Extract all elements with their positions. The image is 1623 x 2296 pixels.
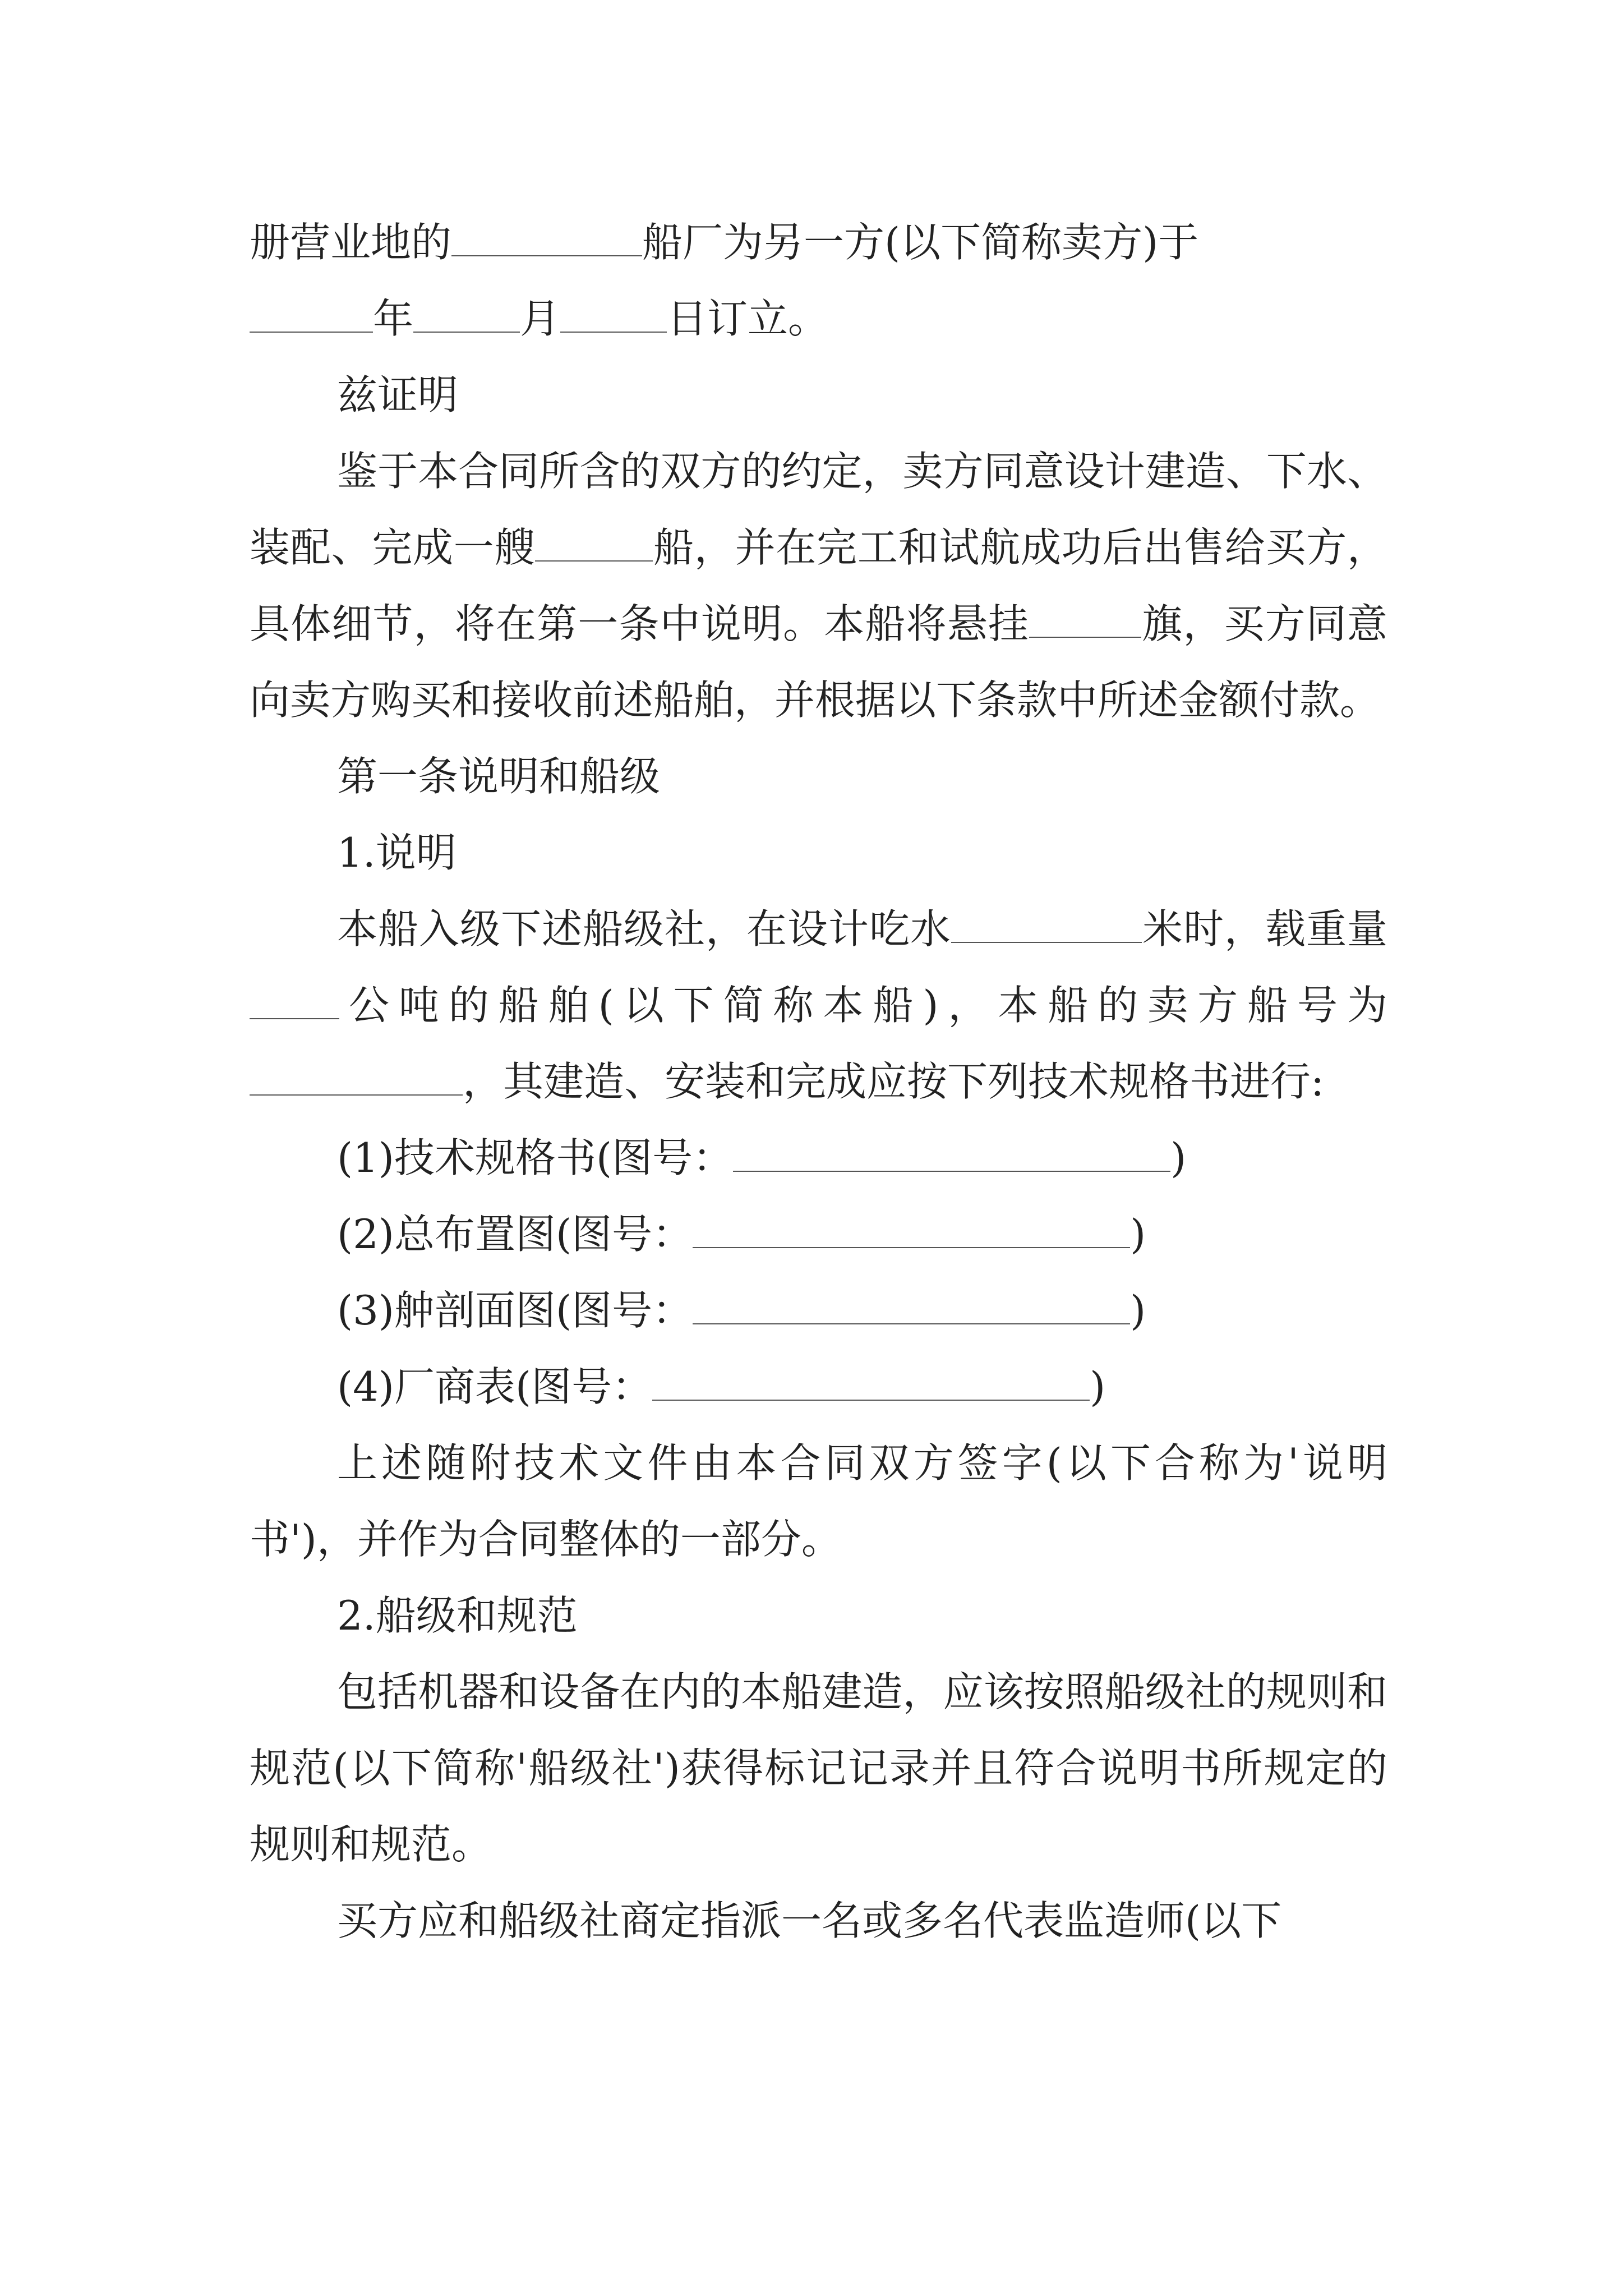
blank-field-drawing-no[interactable]: [693, 1287, 1130, 1324]
section-heading: 2.船级和规范: [337, 1592, 578, 1639]
paragraph-parties: [250, 204, 1387, 357]
text-segment: ，其建造、安装和完成应按下列技术规格书进行:: [463, 1058, 1325, 1105]
text-segment: (1)技术规格书(图号：: [337, 1134, 734, 1181]
list-item: [250, 1196, 1387, 1272]
paragraph-classification: 包括机器和设备在内的本船建造，应该按照船级社的规则和规范(以下简称'船级社')获得标记记录并且符合说明书所规定的规则和规范。: [250, 1668, 1387, 1868]
close-paren: ): [1170, 1134, 1187, 1181]
paragraph-attachments: 上述随附技术文件由本合同双方签字(以下合称为'说明书')，并作为合同整体的一部分。: [250, 1439, 1387, 1563]
close-paren: ): [1130, 1287, 1146, 1334]
text-segment: 年: [373, 295, 414, 342]
paragraph-description: [250, 891, 1387, 1120]
text-segment: 米时，载重量: [1141, 905, 1387, 953]
list-item: [250, 1272, 1387, 1349]
text-segment: 月: [520, 295, 561, 342]
blank-field-shipyard[interactable]: [451, 219, 642, 256]
text-segment: 册营业地的: [250, 219, 452, 266]
text-segment: (3)舯剖面图(图号：: [337, 1287, 693, 1334]
blank-field-drawing-no[interactable]: [693, 1211, 1130, 1248]
close-paren: ): [1130, 1211, 1146, 1258]
text-segment: 旗，买方同意向卖方购买和接收前述船舶，并根据以下条款中所述金额付款。: [250, 600, 1387, 724]
blank-field-month[interactable]: [413, 295, 520, 333]
blank-field-day[interactable]: [560, 295, 667, 333]
text-segment: 船厂为另一方(以下简称卖方)于: [642, 219, 1199, 266]
text-segment: 日订立。: [667, 295, 829, 342]
text-segment: (2)总布置图(图号：: [337, 1211, 693, 1258]
blank-field-drawing-no[interactable]: [652, 1363, 1090, 1401]
text-segment: 船，并在完工和试航成功后出售给买方，具体细节，将在第一条中说明。本船将悬挂: [250, 524, 1387, 647]
text-segment: 鉴于本合同所含的双方的约定，卖方同意设计建造、下水、装配、完成一艘: [250, 448, 1387, 571]
blank-field-year[interactable]: [250, 295, 373, 333]
blank-field-draft[interactable]: [951, 905, 1142, 943]
blank-field-flag[interactable]: [1029, 600, 1141, 638]
list-item: [250, 1349, 1387, 1425]
blank-field-ship-type[interactable]: [535, 524, 653, 562]
blank-field-drawing-no[interactable]: [733, 1134, 1170, 1172]
paragraph-agreement: [250, 433, 1387, 738]
text-segment: 公吨的船舶(以下简称本船)，本船的卖方船号为: [339, 982, 1387, 1029]
close-paren: ): [1090, 1363, 1106, 1410]
blank-field-deadweight[interactable]: [250, 982, 339, 1019]
blank-field-hull-number[interactable]: [250, 1058, 463, 1096]
article-heading: 第一条说明和船级: [337, 753, 661, 800]
section-heading: 1.说明: [337, 829, 457, 876]
paragraph-supervisor: 买方应和船级社商定指派一名或多名代表监造师(以下: [337, 1897, 1282, 1944]
paragraph-witness: 兹证明: [337, 371, 459, 418]
text-segment: 本船入级下述船级社，在设计吃水: [337, 905, 951, 953]
text-segment: (4)厂商表(图号：: [337, 1363, 653, 1410]
list-item: [250, 1120, 1387, 1196]
